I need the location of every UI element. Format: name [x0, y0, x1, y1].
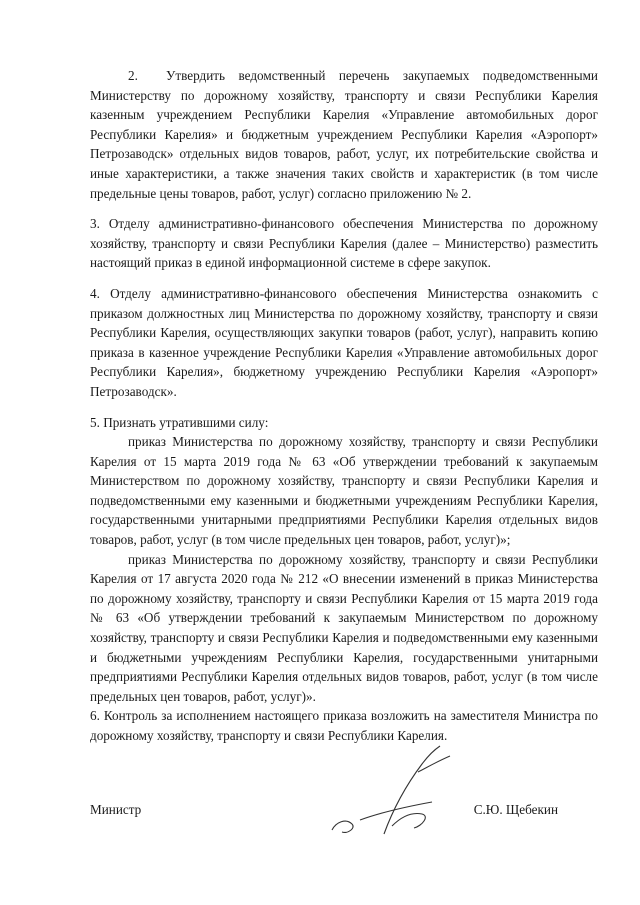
signatory-title: Министр: [90, 802, 142, 817]
document-body: [90, 66, 598, 746]
paragraph-5-heading: 5. Признать утратившими силу:: [90, 414, 269, 430]
paragraph-5-item-2: приказ Министерства по дорожному хозяйству, транспорту и связи Республики Карелия от 17 августа 2020 года № 212 «О внесении изменений в приказ Министерства по дорожному хозяйству, транспорту и связи Республики Карелия от 15 марта 2019 года № 63 «Об утверждении требований к закупаемым Министерством по дорожному хозяйству, транспорту и связи Республики Карелия и подведомственными ему казенными и бюджетными учреждениям Республики Карелия, государственными унитарными предприятиями Республики Карелия отдельных видов товаров, работ, услуг (в том числе предельных цен товаров, работ, услуг)».: [90, 551, 598, 704]
paragraph-2: [90, 66, 598, 203]
signature-block: [90, 792, 598, 832]
paragraph-2-number: 2.: [128, 68, 138, 83]
paragraph-5-item-1: приказ Министерства по дорожному хозяйству, транспорту и связи Республики Карелия от 15 марта 2019 года № 63 «Об утверждении требований к закупаемым Министерством по дорожному хозяйству, транспорту и связи Республики Карелия и подведомственными ему казенными и бюджетными учреждениям Республики Карелия, государственными унитарными предприятиями Республики Карелия отдельных видов товаров, работ, услуг (в том числе предельных цен товаров, работ, услуг)»;: [90, 434, 598, 548]
paragraph-4: 4. Отделу административно-финансового обеспечения Министерства ознакомить с приказом должностных лиц Министерства по дорожному хозяйству, транспорту и связи Республики Карелия, осуществляющих закупки товаров (работ, услуг), направить копию приказа в казенное учреждение Республики Карелия «Управление автомобильных дорог Республики Карелия», бюджетному учреждению Республики Карелия «Аэропорт» Петрозаводск».: [90, 285, 598, 399]
paragraph-2-text: Утвердить ведомственный перечень закупаемых подведомственными Министерству по дорожному хозяйству, транспорту и связи Республики Карелия казенным учреждением Республики Карелия «Управление автомобильных дорог Республики Карелия» и бюджетным учреждением Республики Карелия «Аэропорт» Петрозаводск» отдельных видов товаров, работ, услуг, их потребительские свойства и иные характеристики, а также значения таких свойств и характеристик (в том числе предельные цены товаров, работ, услуг) согласно приложению № 2.: [90, 68, 598, 201]
paragraph-3: 3. Отделу административно-финансового обеспечения Министерства по дорожному хозяйству, транспорту и связи Республики Карелия (далее – Министерство) разместить настоящий приказ в единой информационной системе в сфере закупок.: [90, 216, 598, 271]
signatory-name: С.Ю. Щебекин: [473, 802, 558, 817]
paragraph-6: 6. Контроль за исполнением настоящего приказа возложить на заместителя Министра по дорожному хозяйству, транспорту и связи Республики Карелия.: [90, 708, 598, 743]
handwritten-signature-icon: [322, 742, 472, 842]
